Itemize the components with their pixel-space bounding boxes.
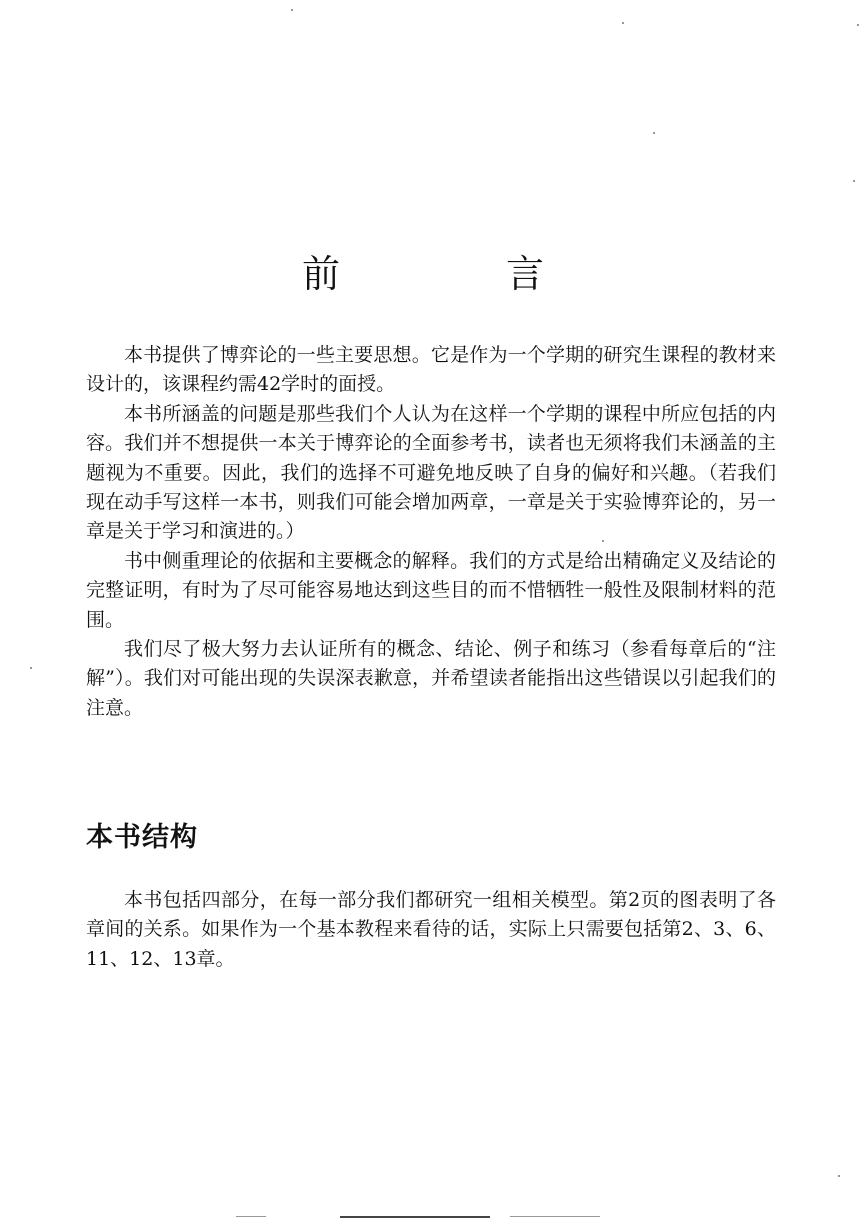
section-heading-structure: 本书结构 (86, 822, 198, 854)
structure-body (86, 886, 776, 974)
scan-edge-mark-3 (510, 1216, 600, 1217)
preface-paragraph-3: 书中侧重理论的依据和主要概念的解释。我们的方式是给出精确定义及结论的完整证明，有时为了尽可能容易地达到这些目的而不惜牺牲一般性及限制材料的范围。 (86, 549, 776, 631)
structure-paragraph-1: 本书包括四部分，在每一部分我们都研究一组相关模型。第2页的图表明了各章间的关系。如果作为一个基本教程来看待的话，实际上只需要包括第2、3、6、11、12、13章。 (86, 889, 776, 970)
preface-paragraph-4: 我们尽了极大努力去认证所有的概念、结论、例子和练习（参看每章后的“注解”）。我们对可能出现的失误深表歉意，并希望读者能指出这些错误以引起我们的注意。 (86, 638, 776, 719)
preface-paragraph-2: 本书所涵盖的问题是那些我们个人认为在这样一个学期的课程中所应包括的内容。我们并不想提供一本关于博弈论的全面参考书，读者也无须将我们未涵盖的主题视为不重要。因此，我们的选择不可避免地反映了自身的偏好和兴趣。（若我们现在动手写这样一本书，则我们可能会增加两章，一章是关于实验博弈论的，另一章是关于学习和演进的。） (86, 402, 776, 543)
page-title: 前 言 (301, 252, 608, 297)
preface-body (86, 341, 776, 723)
scan-edge-mark-2 (236, 1216, 266, 1217)
scan-edge-mark (340, 1216, 490, 1218)
preface-paragraph-1: 本书提供了博弈论的一些主要思想。它是作为一个学期的研究生课程的教材来设计的，该课程约需42学时的面授。 (86, 344, 776, 396)
